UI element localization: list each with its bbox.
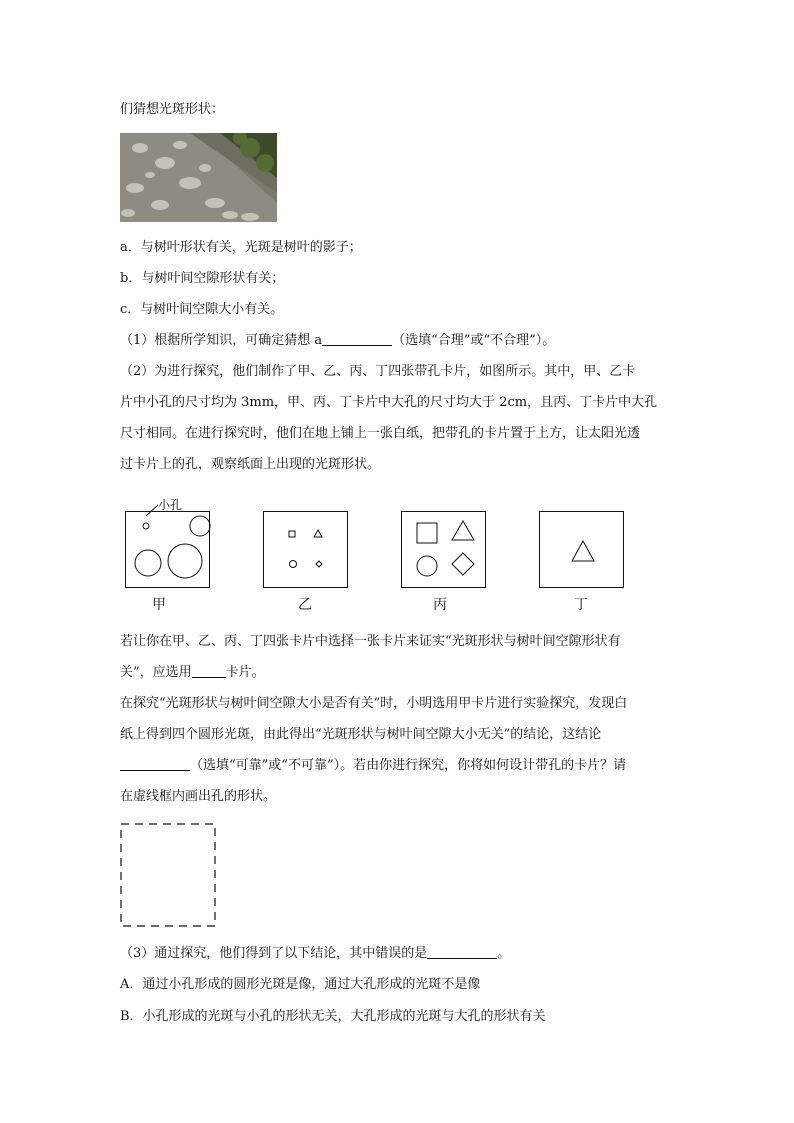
- card-ding: [539, 511, 624, 588]
- question-2c-line4: 在虚线框内画出孔的形状。: [120, 789, 277, 804]
- question-3: （3）通过探究，他们得到了以下结论，其中错误的是 。: [120, 946, 511, 961]
- question-2c-line2: 纸上得到四个圆形光斑，由此得出“光斑形状与树叶间空隙大小无关”的结论，这结论: [120, 727, 602, 742]
- question-2-line2: 片中小孔的尺寸均为 3mm，甲、丙、丁卡片中大孔的尺寸均大于 2cm，且丙、丁卡片中大孔: [120, 395, 658, 410]
- question-1: （1）根据所学知识，可确定猜想 a （选填“合理”或“不合理”）。: [120, 333, 556, 348]
- small-hole-label: 小孔: [158, 498, 183, 512]
- drawing-box[interactable]: [120, 823, 216, 927]
- question-2-line3: 尺寸相同。在进行探究时，他们在地上铺上一张白纸，把带孔的卡片置于上方，让太阳光透: [120, 426, 641, 441]
- card-label-bing: 丙: [433, 597, 447, 613]
- answer-blank-reliable[interactable]: [120, 756, 190, 771]
- hypothesis-a: a．与树叶形状有关，光斑是树叶的影子；: [120, 240, 362, 255]
- option-a: A．通过小孔形成的圆形光斑是像，通过大孔形成的光斑不是像: [120, 977, 481, 992]
- answer-blank-card[interactable]: [192, 663, 226, 678]
- intro-text: 们猜想光斑形状：: [120, 102, 225, 117]
- question-2c-line3: （选填“可靠”或“不可靠”）。若由你进行探究，你将如何设计带孔的卡片？请: [120, 756, 626, 776]
- question-2-line1: （2）为进行探究，他们制作了甲、乙、丙、丁四张带孔卡片，如图所示。其中，甲、乙卡: [120, 364, 636, 379]
- card-bing-holes: [402, 512, 487, 589]
- card-label-yi: 乙: [298, 597, 312, 613]
- card-jia-holes: [126, 512, 211, 589]
- question-2b-line1: 若让你在甲、乙、丙、丁四张卡片中选择一张卡片来证实“光斑形状与树叶间空隙形状有: [120, 634, 621, 649]
- card-yi-holes: [264, 512, 349, 589]
- answer-blank-3[interactable]: [427, 944, 497, 959]
- card-label-ding: 丁: [574, 597, 588, 613]
- hypothesis-c: c．与树叶间空隙大小有关。: [120, 302, 284, 317]
- card-jia: [125, 511, 210, 588]
- card-yi: [263, 511, 348, 588]
- option-b: B．小孔形成的光斑与小孔的形状无关，大孔形成的光斑与大孔的形状有关: [120, 1009, 546, 1024]
- card-bing: [401, 511, 486, 588]
- question-2c-line1: 在探究“光斑形状与树叶间空隙大小是否有关”时，小明选用甲卡片进行实验探究，发现白: [120, 696, 628, 711]
- tree-shadow-photo: [120, 133, 277, 222]
- hypothesis-b: b．与树叶间空隙形状有关；: [120, 271, 285, 286]
- card-label-jia: 甲: [152, 597, 166, 613]
- question-2b-line2: 关”，应选用 卡片。: [120, 665, 265, 680]
- answer-blank-1[interactable]: [322, 331, 392, 346]
- card-ding-holes: [540, 512, 625, 589]
- question-2-line4: 过卡片上的孔，观察纸面上出现的光斑形状。: [120, 457, 381, 472]
